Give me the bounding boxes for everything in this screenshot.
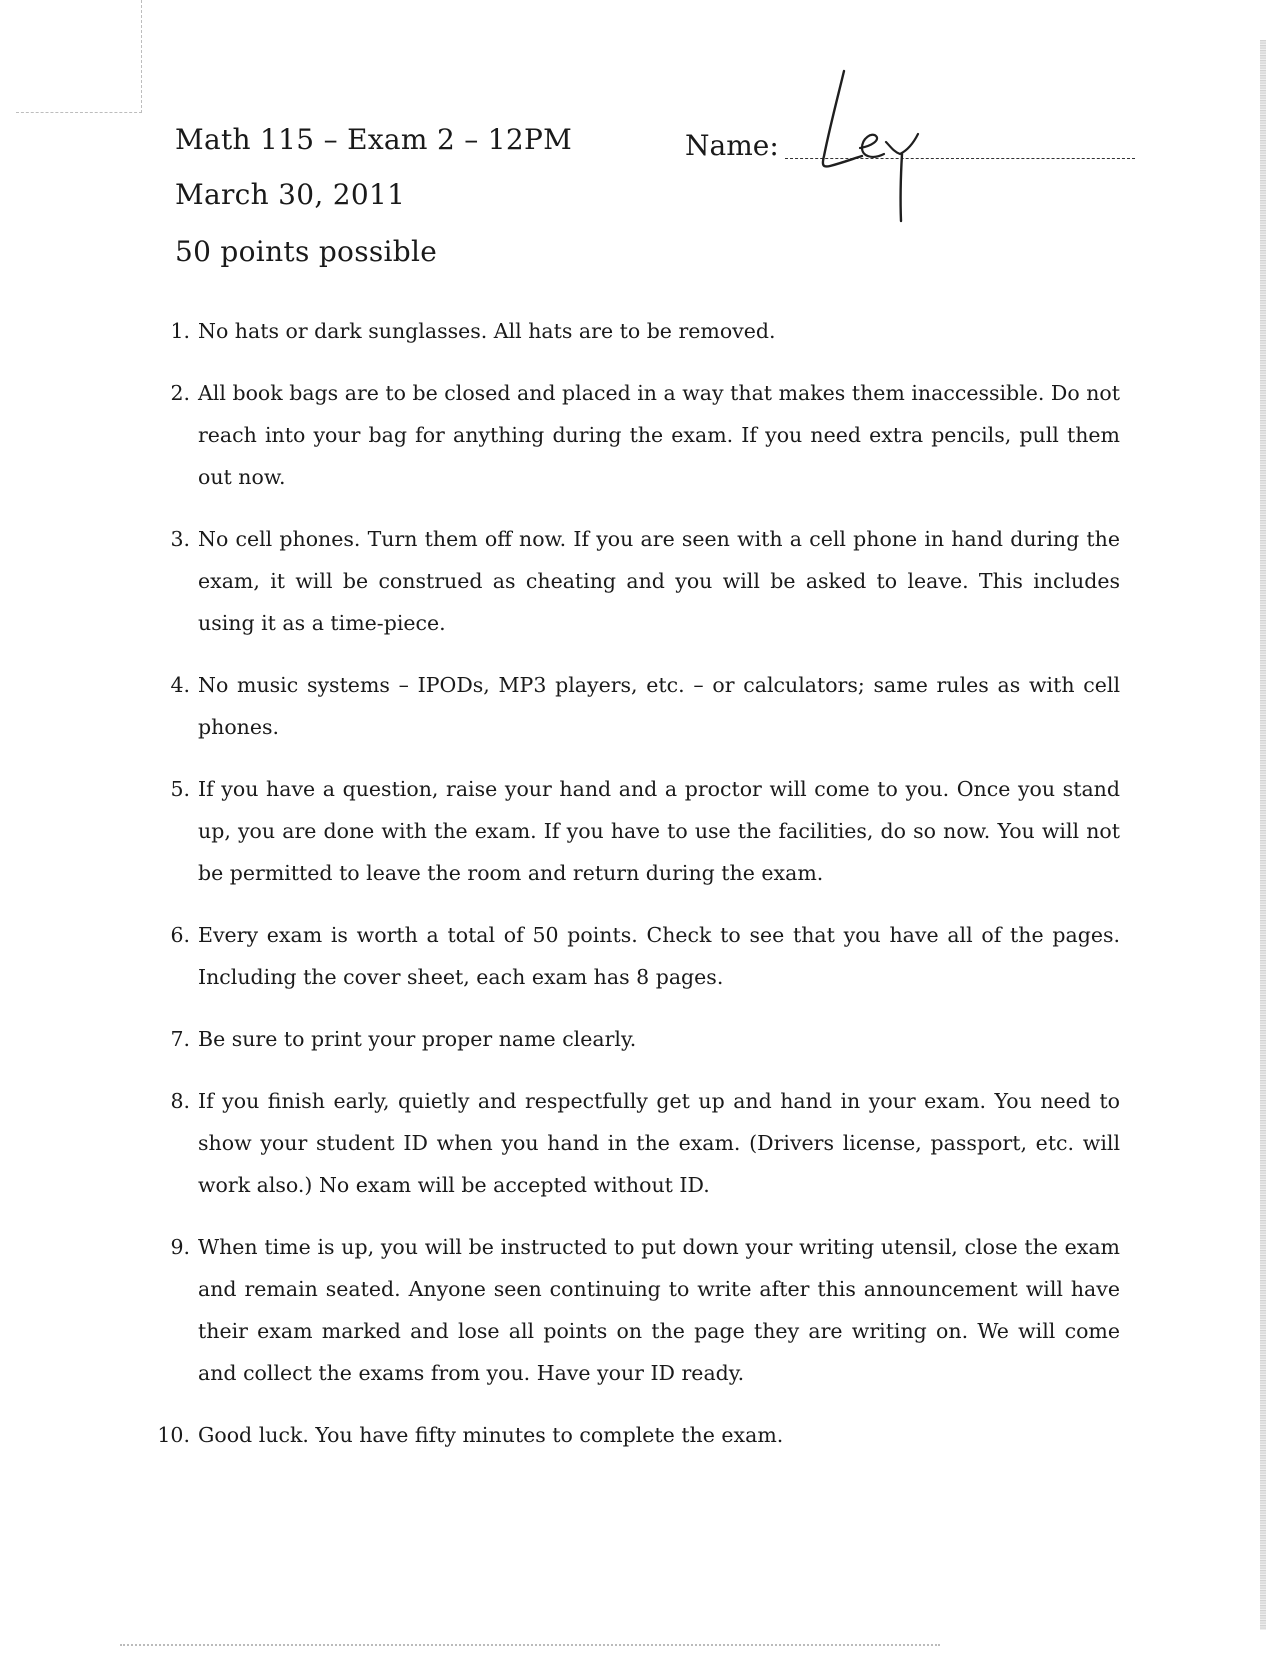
name-field bbox=[685, 126, 1135, 246]
rule-item bbox=[150, 1414, 1120, 1456]
rule-item bbox=[150, 372, 1120, 498]
handwritten-name-signature bbox=[800, 56, 960, 226]
rule-number: 5. bbox=[170, 777, 190, 801]
rule-item bbox=[150, 1226, 1120, 1394]
rule-number: 7. bbox=[170, 1027, 190, 1051]
rule-number: 10. bbox=[157, 1423, 190, 1447]
rule-number: 3. bbox=[170, 527, 190, 551]
rule-text: No music systems – IPODs, MP3 players, etc. – or calculators; same rules as with cell phones. bbox=[198, 673, 1120, 739]
rule-text: No cell phones. Turn them off now. If you are seen with a cell phone in hand during the exam, it will be construed as cheating and you will be asked to leave. This includes using it as a time-piece. bbox=[198, 527, 1120, 635]
scan-crop-mark bbox=[16, 0, 142, 113]
rule-text: Be sure to print your proper name clearly. bbox=[198, 1027, 637, 1051]
rule-text: All book bags are to be closed and placed in a way that makes them inaccessible. Do not reach into your bag for anything during the exam. If you need extra pencils, pull them out now. bbox=[198, 381, 1120, 489]
rule-number: 6. bbox=[170, 923, 190, 947]
rule-text: Every exam is worth a total of 50 points. Check to see that you have all of the pages. Including the cover sheet, each exam has 8 pages. bbox=[198, 923, 1120, 989]
rule-number: 8. bbox=[170, 1089, 190, 1113]
exam-points: 50 points possible bbox=[175, 235, 438, 268]
rule-text: If you have a question, raise your hand and a proctor will come to you. Once you stand up, you are done with the exam. If you have to use the facilities, do so now. You will not be permitted to leave the room and return during the exam. bbox=[198, 777, 1120, 885]
rule-item bbox=[150, 518, 1120, 644]
rule-text: Good luck. You have fifty minutes to complete the exam. bbox=[198, 1423, 784, 1447]
rule-item bbox=[150, 1018, 1120, 1060]
rule-text: No hats or dark sunglasses. All hats are to be removed. bbox=[198, 319, 776, 343]
rule-item bbox=[150, 664, 1120, 748]
rule-number: 4. bbox=[170, 673, 190, 697]
exam-title: Math 115 – Exam 2 – 12PM bbox=[175, 123, 573, 156]
rule-item bbox=[150, 768, 1120, 894]
rule-item bbox=[150, 310, 1120, 352]
exam-date: March 30, 2011 bbox=[175, 178, 406, 211]
rule-item bbox=[150, 914, 1120, 998]
rule-number: 9. bbox=[170, 1235, 190, 1259]
rule-text: When time is up, you will be instructed to put down your writing utensil, close the exam and remain seated. Anyone seen continuing to write after this announcement will have their exam marked and lose all points on the page they are writing on. We will come and collect the exams from you. Have your ID ready. bbox=[198, 1235, 1120, 1385]
rule-number: 2. bbox=[170, 381, 190, 405]
rule-item bbox=[150, 1080, 1120, 1206]
rule-number: 1. bbox=[170, 319, 190, 343]
scan-edge-artifact bbox=[1260, 40, 1266, 1630]
scan-bottom-artifact bbox=[120, 1644, 940, 1646]
exam-rules-list bbox=[150, 310, 1120, 1476]
rule-text: If you finish early, quietly and respectfully get up and hand in your exam. You need to show your student ID when you hand in the exam. (Drivers license, passport, etc. will work also.) No exam will be accepted without ID. bbox=[198, 1089, 1120, 1197]
name-label: Name: bbox=[685, 129, 779, 162]
